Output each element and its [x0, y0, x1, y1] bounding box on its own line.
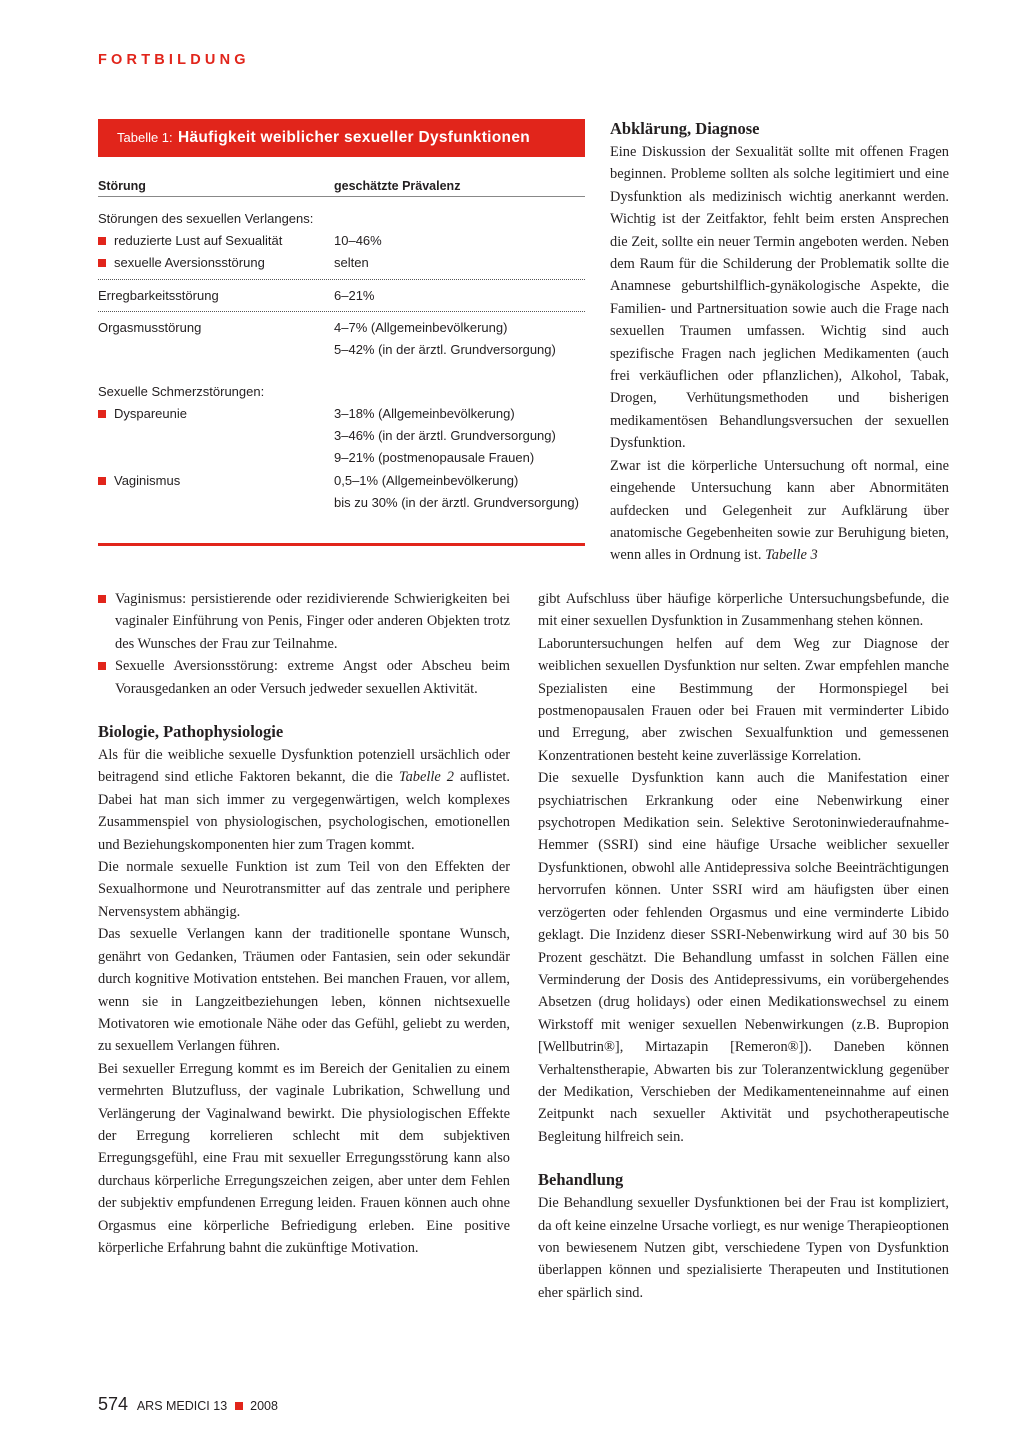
table-row: Dyspareunie	[98, 403, 187, 426]
table-row: reduzierte Lust auf Sexualität	[98, 230, 282, 253]
page-number: 574	[98, 1394, 129, 1414]
table-row: Vaginismus	[98, 470, 180, 493]
table-row: Störungen des sexuellen Verlangens:	[98, 211, 314, 226]
bullet-square-icon	[98, 410, 106, 418]
paragraph: Laboruntersuchungen helfen auf dem Weg zur Diagnose der weiblichen sexuellen Dysfunktion nur selten. Zwar empfehlen manche Spezialisten eine Bestimmung der Hormonspiegel bei postmenopausalen Frauen oder bei Frauen mit verminderter Libido und Erregung, aber zwischen Sexualfunktion und gemessenen Konzentrationen besteht keine zuverlässige Korrelation.	[538, 635, 949, 764]
bullet-aversion: Sexuelle Aversionsstörung: extreme Angst oder Abscheu beim Vorausgedanken an oder Versuch jedweder sexuellen Aktivität.	[98, 655, 510, 700]
column-header-praevalenz: geschätzte Prävalenz	[334, 179, 461, 193]
heading-behandlung: Behandlung	[538, 1170, 624, 1190]
paragraph: gibt Aufschluss über häufige körperliche Untersuchungsbefunde, die mit einer sexuellen Dysfunktion in Zusammenhang stehen können.	[538, 591, 949, 630]
journal-name: ARS MEDICI 13	[136, 1399, 228, 1413]
section-label: FORTBILDUNG	[98, 52, 250, 68]
table-cell-prevalence: 4–7% (Allgemeinbevölkerung)	[334, 320, 508, 335]
table-title-bar	[98, 119, 585, 157]
table-row: sexuelle Aversionsstörung	[98, 252, 265, 275]
bullet-square-icon	[98, 662, 106, 670]
left-column	[98, 588, 510, 1259]
table-cell-prevalence: bis zu 30% (in der ärztl. Grundversorgung)	[334, 495, 579, 510]
header-divider	[98, 196, 585, 197]
table-cell-prevalence: 10–46%	[334, 233, 382, 248]
right-column-bottom	[538, 588, 949, 1304]
table-reference: Tabelle 3	[765, 547, 818, 564]
right-column-top	[610, 117, 949, 567]
table-cell-prevalence: 0,5–1% (Allgemeinbevölkerung)	[334, 473, 519, 488]
paragraph: Eine Diskussion der Sexualität sollte mit offenen Fragen beginnen. Probleme sollten als solche legitimiert und eine Dysfunktion als medizinisch wichtig anerkannt werden. Wichtig ist der Zeitfaktor, fehlt beim ersten Ansprechen die Zeit, sollte ein neuer Termin angeboten werden. Neben dem Raum für die Schilderung der Problematik sollte die Anamnese geburtshilflich-gynäkologische Aspekte, die Familien- und Partnersituation sowie auch die Frage nach sexuellen Traumen umfassen. Wichtig sind auch spezifische Fragen nach jeglichen Medikamenten (auch frei verkäuflichen oder pflanzlichen), Alkohol, Tabak, Drogen, Verhütungsmethoden und bisherigen medikamentösen Behandlungsversuchen der sexuellen Dysfunktion.	[610, 144, 949, 452]
bullet-vaginismus: Vaginismus: persistierende oder rezidivierende Schwierigkeiten bei vaginaler Einführung von Penis, Finger oder anderen Objekten trotz des Wunsches der Frau zur Teilnahme.	[98, 588, 510, 655]
table-title: Häufigkeit weiblicher sexueller Dysfunktionen	[178, 129, 531, 146]
table-1	[98, 119, 585, 549]
table-cell-prevalence: 3–18% (Allgemeinbevölkerung)	[334, 406, 515, 421]
table-cell-prevalence: 6–21%	[334, 288, 375, 303]
column-header-stoerung: Störung	[98, 179, 146, 193]
bullet-square-icon	[98, 477, 106, 485]
paragraph: Die Behandlung sexueller Dysfunktionen bei der Frau ist kompliziert, da oft keine einzelne Ursache vorliegt, es nur wenige Therapieoptionen von bewiesenem Nutzen gibt, verschiedene Typen von Dysfunktion überlappen können und spezialisierte Therapeuten und Institutionen eher spärlich sind.	[538, 1195, 949, 1301]
paragraph: Als für die weibliche sexuelle Dysfunktion potenziell ursächlich oder beitragend sind etliche Faktoren bekannt, die die Tabelle 2 auflistet. Dabei hat man sich immer zu vergegenwärtigen, welch komplexes Zusammenspiel von physiologischen, psychologischen, emotionellen und Beziehungskomponenten hier zum Tragen kommt.	[98, 747, 510, 853]
table-label: Tabelle 1:	[117, 130, 173, 145]
table-cell-prevalence: selten	[334, 255, 369, 270]
table-row: Orgasmusstörung	[98, 320, 202, 335]
heading-abklaerung: Abklärung, Diagnose	[610, 119, 760, 138]
heading-biologie: Biologie, Pathophysiologie	[98, 722, 284, 742]
page-footer	[98, 1394, 278, 1415]
paragraph: Die sexuelle Dysfunktion kann auch die Manifestation einer psychiatrischen Erkrankung oder eine Nebenwirkung einer psychotropen Medikation sein. Selektive Serotoninwiederaufnahme-Hemmer (SSRI) sind eine häufige Ursache weiblicher sexueller Dysfunktionen, obwohl alle Antidepressiva solche Beeinträchtigungen hervorrufen können. Unter SSRI wird am häufigsten über einen verzögerten oder fehlenden Orgasmus und eine verminderte Libido geklagt. Die Inzidenz dieser SSRI-Nebenwirkung wird auf 30 bis 50 Prozent geschätzt. Die Behandlung umfasst in solchen Fällen eine Verminderung der Dosis des Antidepressivums, ein vorübergehendes Absetzen (drug holidays) oder einen Medikationswechsel zu einem Wirkstoff mit weniger sexuellen Nebenwirkungen (z.B. Bupropion [Wellbutrin®], Mirtazapin [Remeron®]). Daneben können Verhaltenstherapie, Abwarten bis zur Toleranzentwicklung gegenüber der Medikation, Verschieben der Medikamenteneinnahme auf einen Zeitpunkt nach sexueller Aktivität und psychotherapeutische Begleitung hilfreich sein.	[538, 770, 949, 1145]
paragraph: Zwar ist die körperliche Untersuchung oft normal, eine eingehende Untersuchung kann aber Abnormitäten aufdecken und Gelegenheit zur Aufklärung über anatomische Gegebenheiten sowie zur Beruhigung bieten, wenn alles in Ordnung ist. Tabelle 3	[610, 457, 949, 564]
table-row: Erregbarkeitsstörung	[98, 288, 219, 303]
paragraph: Das sexuelle Verlangen kann der traditionelle spontane Wunsch, genährt von Gedanken, Träumen oder Fantasien, sein oder sekundär durch kognitive Motivation entstehen. Bei manchen Frauen, vor allem, wenn sie in Langzeitbeziehungen leben, können nichtsexuelle Motivatoren wie emotionale Nähe oder das Gefühl, geliebt zu werden, zu sexuellem Verlangen führen.	[98, 926, 510, 1055]
journal-year: 2008	[250, 1399, 278, 1413]
row-divider	[98, 311, 585, 312]
row-divider	[98, 279, 585, 280]
paragraph: Bei sexueller Erregung kommt es im Bereich der Genitalien zu einem vermehrten Blutzufluss, der vaginale Lubrikation, Schwellung und Verlängerung der Vaginalwand bewirkt. Die physiologischen Effekte der Erregung korrelieren schlecht mit dem subjektiven Erregungsgefühl, eine Frau mit sexueller Erregungsstörung kann also durchaus körperliche Erregungszeichen zeigen, aber unter dem Fehlen der subjektiv empfundenen Erregung leiden. Frauen können auch ohne Orgasmus eine körperliche Befriedigung erleben. Eine positive körperliche Erfahrung bahnt die zukünftige Motivation.	[98, 1060, 510, 1256]
bullet-square-icon	[98, 259, 106, 267]
bullet-square-icon	[98, 595, 106, 603]
table-cell-prevalence: 9–21% (postmenopausale Frauen)	[334, 450, 535, 465]
bullet-square-icon	[98, 237, 106, 245]
table-row: Sexuelle Schmerzstörungen:	[98, 384, 265, 399]
table-reference: Tabelle 2	[398, 769, 454, 786]
table-cell-prevalence: 5–42% (in der ärztl. Grundversorgung)	[334, 342, 556, 357]
table-cell-prevalence: 3–46% (in der ärztl. Grundversorgung)	[334, 428, 556, 443]
separator-square-icon	[235, 1402, 243, 1410]
table-bottom-rule	[98, 543, 585, 546]
paragraph: Die normale sexuelle Funktion ist zum Teil von den Effekten der Sexualhormone und Neurotransmitter auf das zentrale und periphere Nervensystem abhängig.	[98, 859, 510, 920]
